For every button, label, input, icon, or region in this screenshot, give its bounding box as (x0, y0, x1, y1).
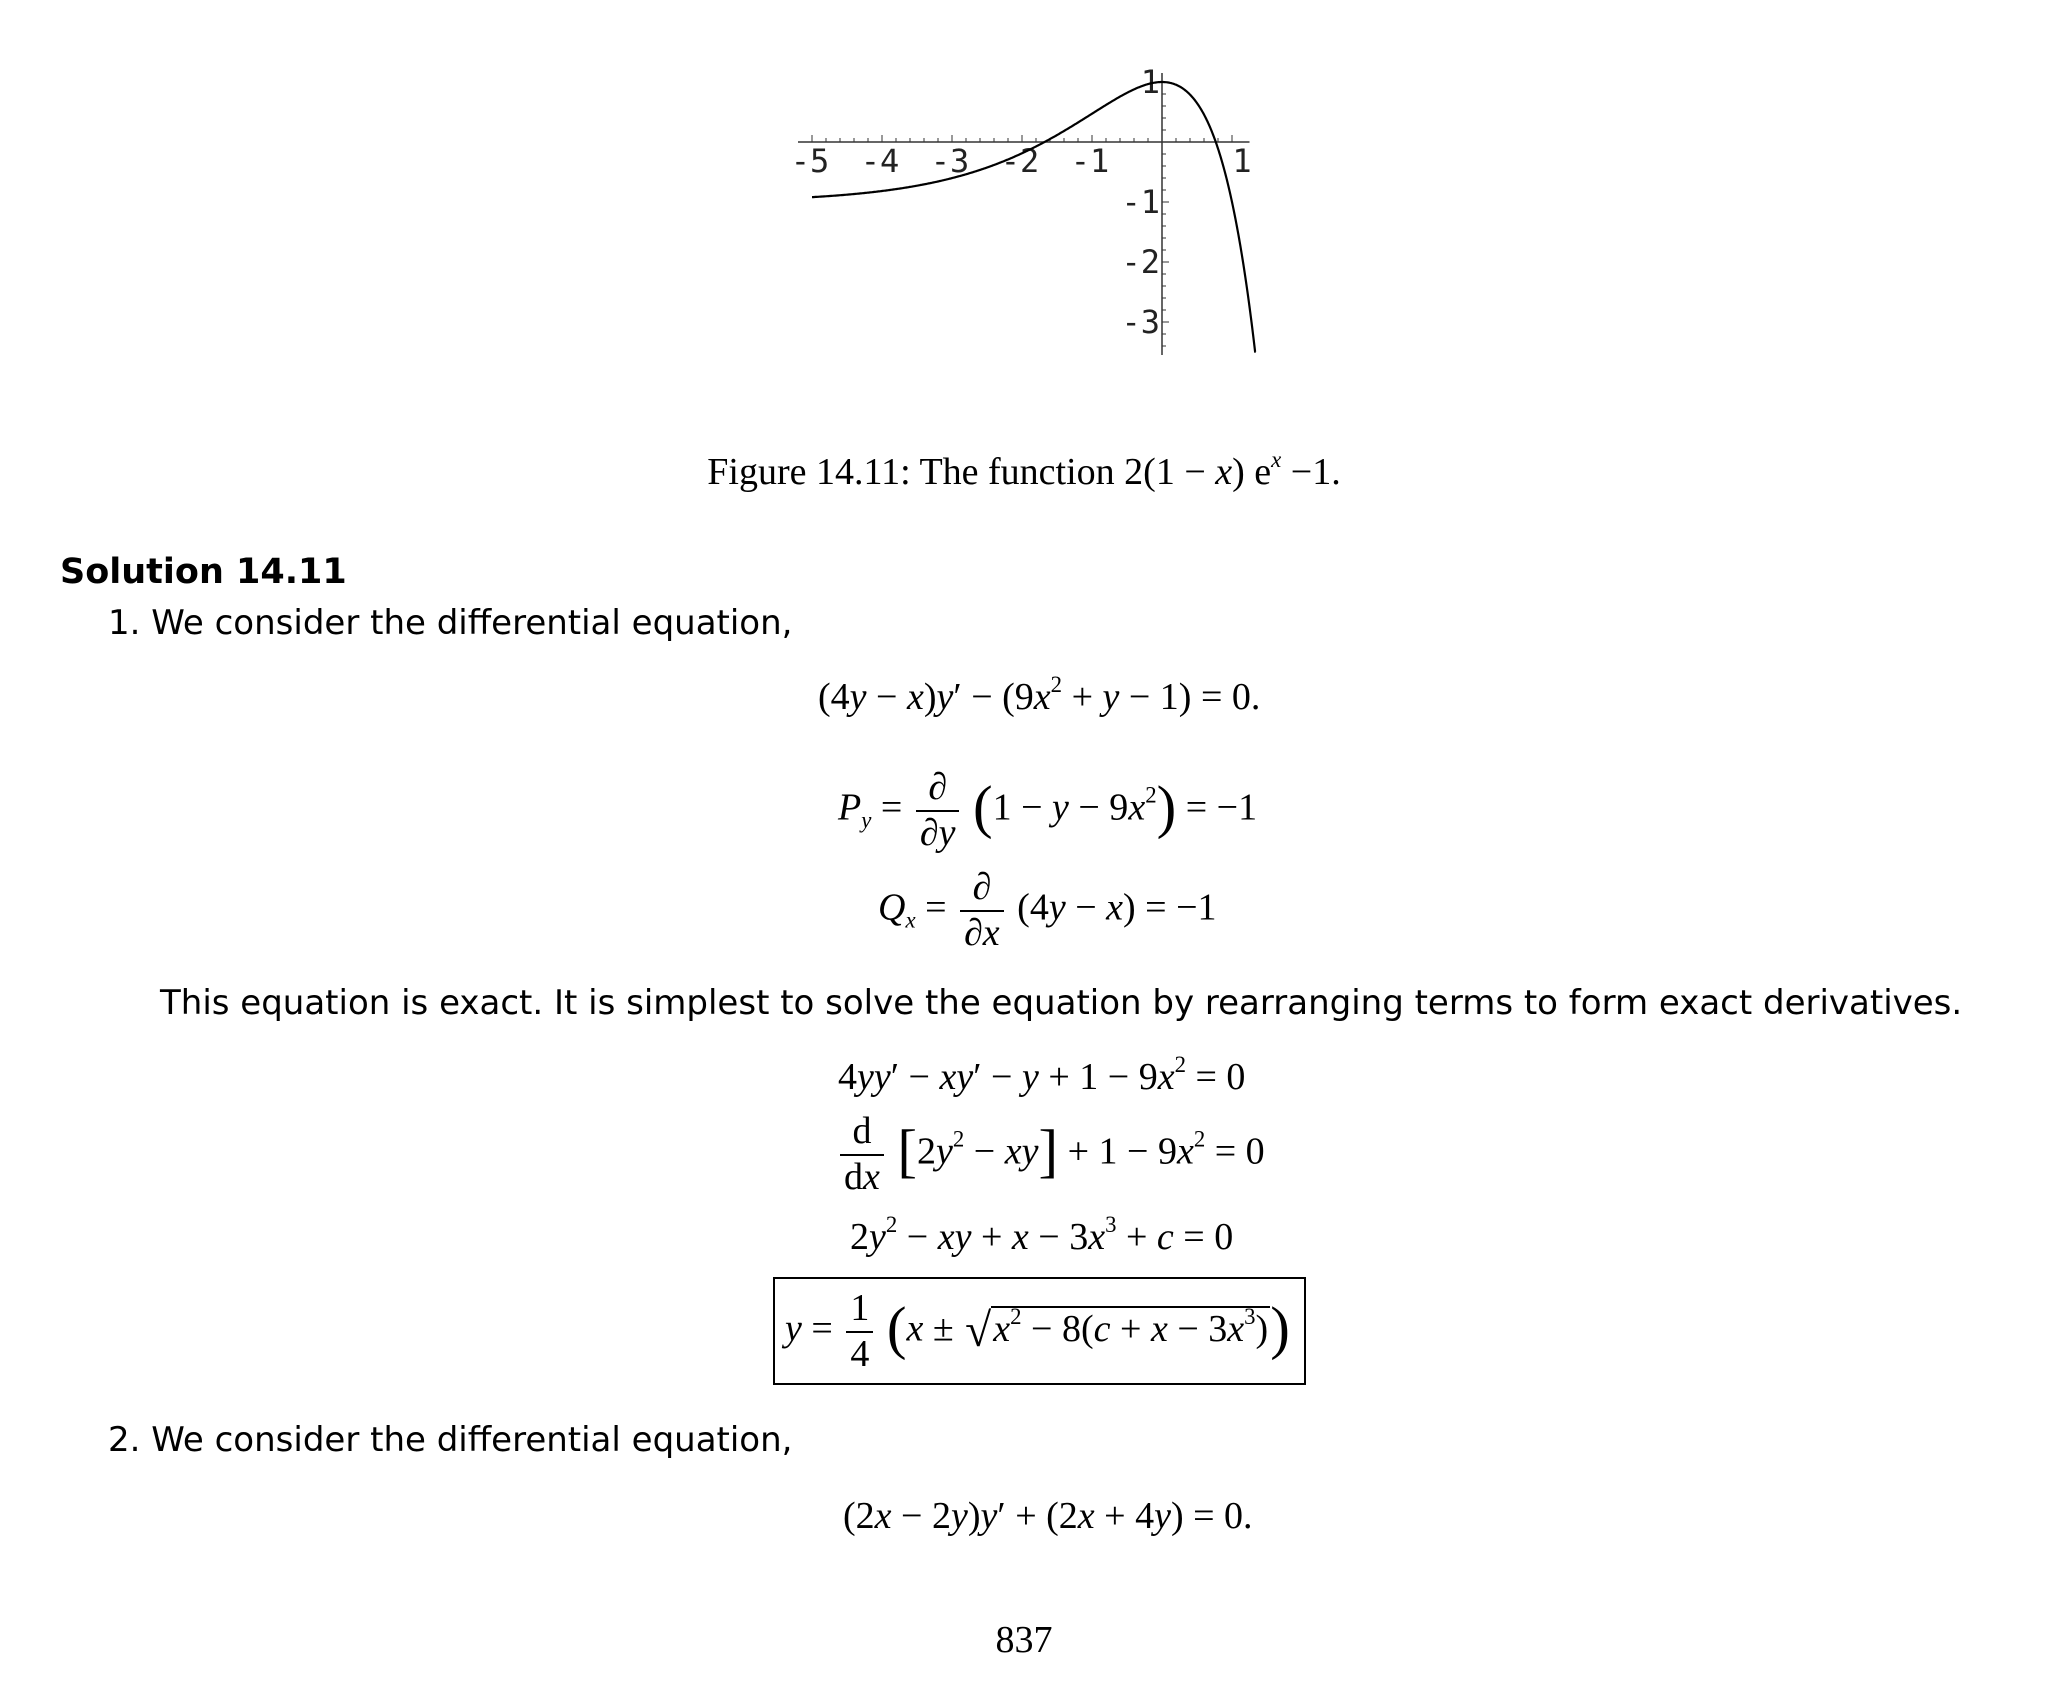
item-1-text: We consider the differential equation, (151, 603, 793, 643)
equation-qx: $Q_x$ = $\frac{\partial}{\partial x}$ (4y − x) = −1 (878, 866, 1217, 954)
caption-text: The function (919, 451, 1115, 493)
x-tick-label: -5 (790, 142, 830, 180)
solution-heading: Solution 14.11 (60, 552, 347, 592)
y-tick-label: -3 (1121, 303, 1160, 341)
function-curve (812, 82, 1256, 352)
x-tick-label: -3 (930, 142, 970, 180)
y-tick-label: 1 (1140, 63, 1160, 101)
item-1 (108, 603, 792, 643)
figure-caption (0, 446, 2048, 494)
x-tick-label: -4 (860, 142, 900, 180)
partial-y-fraction: $\frac{\partial}{\partial y}$ (916, 768, 960, 854)
plot-axes (798, 73, 1250, 355)
plot-ticks (791, 63, 1252, 346)
y-tick-label: -1 (1121, 183, 1160, 221)
page-number: 837 (995, 1619, 1053, 1661)
x-tick-label: 1 (1232, 142, 1252, 180)
caption-formula: 2(1 − x) $e^x -1$. (1124, 446, 1341, 493)
figure-plot (780, 55, 1300, 385)
item-2-text: We consider the differential equation, (151, 1420, 793, 1460)
derivation-line-1: $4yy' - xy' - y + 1 - 9x^2 = 0$ (838, 1051, 1246, 1098)
d-dx-fraction: $\frac{d}{dx}$ (840, 1112, 884, 1198)
one-quarter-fraction: $\frac{1}{4}$ (846, 1289, 873, 1375)
x-tick-label: -1 (1070, 142, 1110, 180)
sqrt: $√x^2 - 8(c + x - 3x^3)$ (965, 1303, 1269, 1357)
exact-text: This equation is exact. It is simplest to solve the equation by rearranging terms to form exact derivatives. (160, 983, 1963, 1023)
item-2-number: 2. (108, 1420, 141, 1460)
x-tick-label: -2 (1000, 142, 1040, 180)
partial-x-fraction: $\frac{\partial}{\partial x}$ (960, 868, 1004, 954)
equation-1: $(4y - x)y' - (9x^2 + y - 1) = 0$. (818, 671, 1261, 718)
caption-prefix: Figure 14.11: (707, 451, 911, 493)
equation-py: $P_y$ = $\frac{\partial}{\partial y}$ $(1 - y - 9x^2) = -1$ (838, 766, 1258, 854)
derivation-line-2: $\frac{d}{dx}$ $[2y^2 - xy] + 1 - 9x^2 = 0$ (836, 1112, 1265, 1198)
boxed-solution: y = $\frac{1}{4}$ $(x \pm √x^2 - 8(c + x - 3x^3))$ (773, 1277, 1306, 1385)
item-2 (108, 1420, 792, 1460)
y-tick-label: -2 (1121, 243, 1160, 281)
derivation-line-3: $2y^2$ − xy + $x - 3x^3 + c = 0$ (850, 1211, 1234, 1258)
item-1-number: 1. (108, 603, 141, 643)
equation-2: (2x − 2y)y′ + (2x + 4y) = 0. (843, 1495, 1253, 1537)
